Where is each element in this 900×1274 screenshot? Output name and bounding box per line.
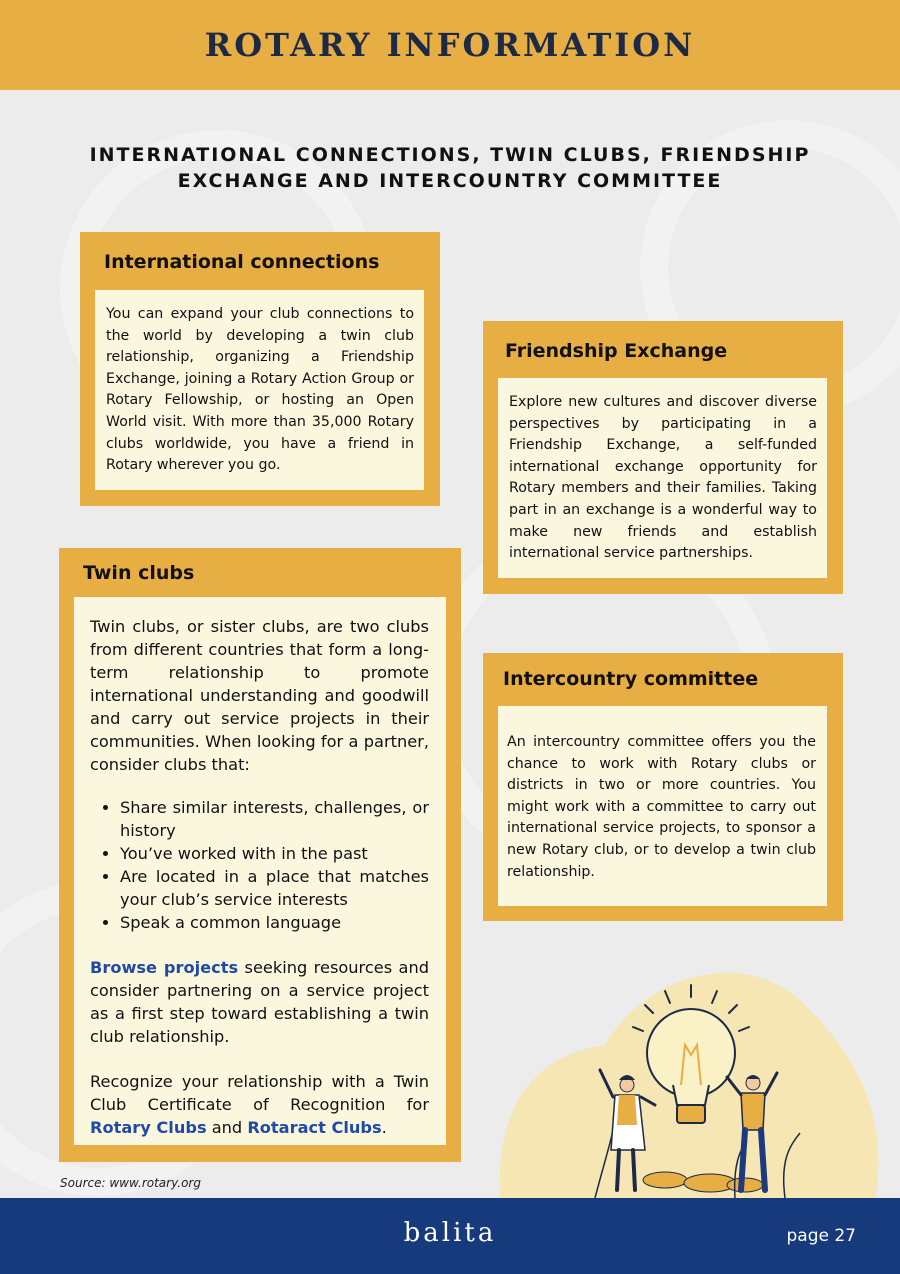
section-subtitle: INTERNATIONAL CONNECTIONS, TWIN CLUBS, FRIENDSHIP EXCHANGE AND INTERCOUNTRY COMMITTEE	[89, 144, 811, 192]
twin-intro-text: Twin clubs, or sister clubs, are two clubs from different countries that form a long-term relationship to promote international understanding and goodwill and carry out service projects in their communities. When looking for a partner, consider clubs that:	[90, 617, 429, 774]
twin-criteria-list	[90, 796, 429, 934]
page-title: ROTARY INFORMATION	[204, 26, 696, 64]
recognize-paragraph	[90, 1070, 429, 1139]
card-title: International connections	[104, 251, 380, 273]
international-connections-card	[80, 232, 440, 506]
card-body	[498, 706, 827, 906]
list-item: • Are located in a place that matches your club’s service interests	[120, 865, 429, 911]
brand-logo-text: balita	[403, 1218, 497, 1248]
lightbulb-illustration	[495, 945, 885, 1198]
card-text: You can expand your club connections to the world by developing a twin club relationship, organizing a Friendship Exchange, joining a Rotary Action Group or Rotary Fellowship, or hosting an Open World visit. With more than 35,000 Rotary clubs worldwide, you have a friend in Rotary wherever you go.	[106, 306, 414, 474]
card-body	[95, 290, 424, 490]
intercountry-committee-card	[483, 653, 843, 921]
card-body	[498, 378, 827, 578]
twin-clubs-card	[59, 548, 461, 1162]
recognize-text: Recognize your relationship with a Twin Club Certificate of Recognition for	[90, 1072, 429, 1114]
browse-projects-link[interactable]: Browse projects	[90, 958, 239, 977]
friendship-exchange-card	[483, 321, 843, 594]
source-note: Source: www.rotary.org	[60, 1176, 201, 1190]
browse-text: seeking resources and consider partnering on a service project as a first step toward establishing a twin club relationship.	[90, 958, 429, 1046]
rotaract-clubs-link[interactable]: Rotaract Clubs	[247, 1118, 382, 1137]
page-header	[0, 0, 900, 90]
page-footer	[0, 1198, 900, 1274]
period-text: .	[381, 1118, 387, 1137]
list-item: • Share similar interests, challenges, or history	[120, 796, 429, 842]
list-item: • You’ve worked with in the past	[120, 842, 429, 865]
card-title: Friendship Exchange	[505, 340, 728, 362]
list-item: • Speak a common language	[120, 911, 429, 934]
and-text: and	[206, 1118, 248, 1137]
card-title: Intercountry committee	[503, 668, 759, 690]
card-title: Twin clubs	[83, 562, 195, 584]
card-text: An intercountry committee offers you the chance to work with Rotary clubs or districts in two or more countries. You might work with a committee to carry out international service projects, to sponsor a new Rotary club, or to develop a twin club relationship.	[507, 734, 816, 880]
card-text: Explore new cultures and discover diverse perspectives by participating in a Friendship Exchange, a self-funded international exchange opportunity for Rotary members and their families. Taking part in an exchange is a wonderful way to make new friends and establish international service partnerships.	[509, 394, 817, 562]
rotary-clubs-link[interactable]: Rotary Clubs	[90, 1118, 207, 1137]
card-body	[74, 597, 446, 1145]
page-number: page 27	[786, 1226, 856, 1246]
browse-paragraph	[90, 956, 429, 1048]
